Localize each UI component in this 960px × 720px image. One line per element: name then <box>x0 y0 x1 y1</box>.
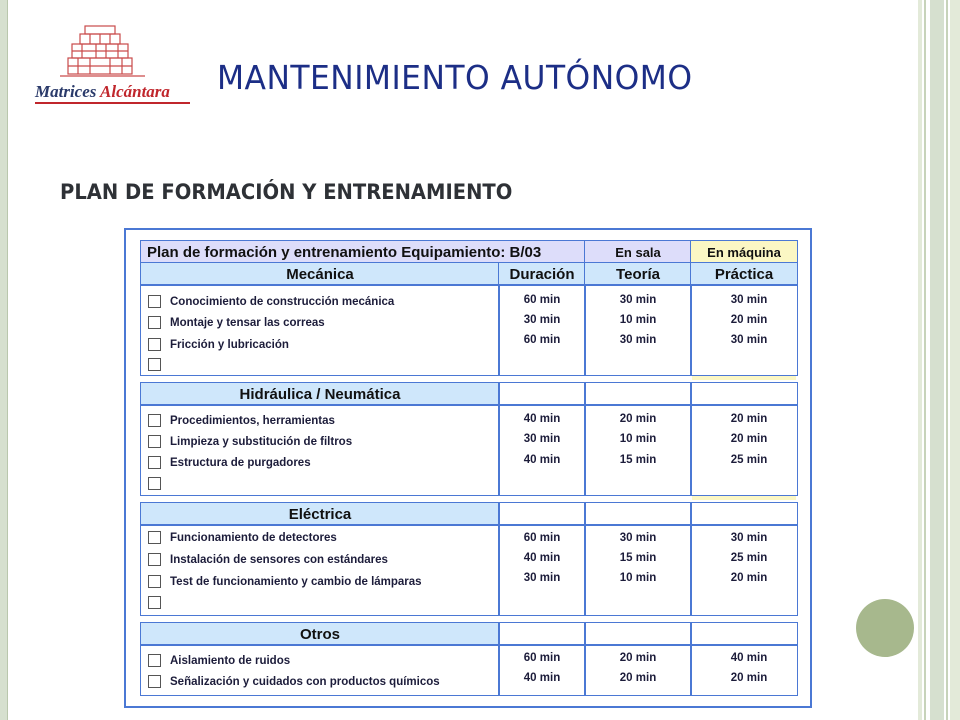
teoria-value: 20 min <box>619 652 657 664</box>
plan-title: Plan de formación y entrenamiento Equipamiento: B/03 <box>140 240 586 264</box>
item-checkbox[interactable] <box>148 575 161 588</box>
practica-value: 25 min <box>730 552 768 564</box>
blank-header-cell <box>498 502 586 526</box>
practica-value: 20 min <box>730 433 768 445</box>
item-label: Señalización y cuidados con productos químicos <box>170 675 440 688</box>
list-item-empty <box>148 354 161 375</box>
item-label: Estructura de purgadores <box>170 456 311 469</box>
teoria-value: 20 min <box>619 413 657 425</box>
blank-header-cell <box>584 622 692 646</box>
teoria-value: 10 min <box>619 572 657 584</box>
item-label: Test de funcionamiento y cambio de lámparas <box>170 575 422 588</box>
practica-value: 20 min <box>730 672 768 684</box>
item-checkbox[interactable] <box>148 358 161 371</box>
item-checkbox[interactable] <box>148 477 161 490</box>
duracion-value: 30 min <box>523 314 561 326</box>
practica-value: 20 min <box>730 314 768 326</box>
list-item <box>148 671 440 692</box>
item-checkbox[interactable] <box>148 675 161 688</box>
section-header-hidraulica: Hidráulica / Neumática <box>140 382 500 406</box>
practica-value: 20 min <box>730 413 768 425</box>
logo-underline <box>35 102 190 104</box>
decorative-circle <box>856 599 914 657</box>
item-label: Conocimiento de construcción mecánica <box>170 295 395 308</box>
item-label: Procedimientos, herramientas <box>170 414 335 427</box>
blank-header-cell <box>498 382 586 406</box>
item-label: Fricción y lubricación <box>170 338 289 351</box>
logo-wordmark <box>35 82 170 102</box>
item-checkbox[interactable] <box>148 435 161 448</box>
item-checkbox[interactable] <box>148 553 161 566</box>
list-item <box>148 452 311 473</box>
item-checkbox[interactable] <box>148 654 161 667</box>
item-label: Funcionamiento de detectores <box>170 531 337 544</box>
item-checkbox[interactable] <box>148 316 161 329</box>
blank-header-cell <box>690 382 798 406</box>
duracion-value: 60 min <box>523 532 561 544</box>
practica-value: 40 min <box>730 652 768 664</box>
list-item-empty <box>148 473 161 494</box>
list-item <box>148 410 335 431</box>
section-header-mecanica: Mecánica <box>140 262 500 286</box>
practica-value: 30 min <box>730 532 768 544</box>
duracion-value: 60 min <box>523 334 561 346</box>
duracion-value: 60 min <box>523 294 561 306</box>
list-item <box>148 312 325 333</box>
section-header-electrica: Eléctrica <box>140 502 500 526</box>
slide-subtitle: PLAN DE FORMACIÓN Y ENTRENAMIENTO <box>60 180 513 204</box>
list-item-empty <box>148 592 161 613</box>
item-checkbox[interactable] <box>148 531 161 544</box>
practica-accent <box>692 376 796 380</box>
item-checkbox[interactable] <box>148 456 161 469</box>
list-item <box>148 650 290 671</box>
header-duracion: Duración <box>498 262 586 286</box>
blank-header-cell <box>690 502 798 526</box>
item-label: Montaje y tensar las correas <box>170 316 325 329</box>
item-label: Instalación de sensores con estándares <box>170 553 388 566</box>
item-label: Limpieza y substitución de filtros <box>170 435 353 448</box>
teoria-value: 15 min <box>619 552 657 564</box>
duracion-value: 30 min <box>523 572 561 584</box>
header-en-sala: En sala <box>584 240 692 264</box>
item-checkbox[interactable] <box>148 596 161 609</box>
teoria-value: 10 min <box>619 314 657 326</box>
practica-value: 25 min <box>730 454 768 466</box>
press-machine-icon <box>30 24 200 84</box>
duracion-value: 40 min <box>523 552 561 564</box>
practica-accent <box>692 496 796 500</box>
logo-text-part1: Matrices <box>35 82 97 101</box>
slide-frame-left <box>0 0 8 720</box>
teoria-value: 30 min <box>619 294 657 306</box>
blank-header-cell <box>498 622 586 646</box>
header-practica: Práctica <box>690 262 798 286</box>
list-item <box>148 571 422 592</box>
blank-header-cell <box>690 622 798 646</box>
practica-value: 20 min <box>730 572 768 584</box>
blank-header-cell <box>584 382 692 406</box>
slide-title: MANTENIMIENTO AUTÓNOMO <box>217 58 693 97</box>
practica-value: 30 min <box>730 334 768 346</box>
duracion-value: 40 min <box>523 672 561 684</box>
list-item <box>148 334 289 355</box>
list-item <box>148 431 352 452</box>
list-item <box>148 291 394 312</box>
header-en-maquina: En máquina <box>690 240 798 264</box>
teoria-value: 15 min <box>619 454 657 466</box>
header-teoria: Teoría <box>584 262 692 286</box>
teoria-value: 30 min <box>619 334 657 346</box>
teoria-value: 30 min <box>619 532 657 544</box>
slide-frame-right <box>918 0 960 720</box>
blank-header-cell <box>584 502 692 526</box>
duracion-value: 30 min <box>523 433 561 445</box>
list-item <box>148 527 337 548</box>
teoria-value: 20 min <box>619 672 657 684</box>
item-label: Aislamiento de ruidos <box>170 654 291 667</box>
duracion-value: 40 min <box>523 454 561 466</box>
item-checkbox[interactable] <box>148 414 161 427</box>
item-checkbox[interactable] <box>148 295 161 308</box>
list-item <box>148 549 388 570</box>
section-header-otros: Otros <box>140 622 500 646</box>
training-plan-form <box>124 228 812 708</box>
logo-text-part2: Alcántara <box>100 82 170 101</box>
teoria-value: 10 min <box>619 433 657 445</box>
duracion-value: 40 min <box>523 413 561 425</box>
duracion-value: 60 min <box>523 652 561 664</box>
practica-value: 30 min <box>730 294 768 306</box>
item-checkbox[interactable] <box>148 338 161 351</box>
